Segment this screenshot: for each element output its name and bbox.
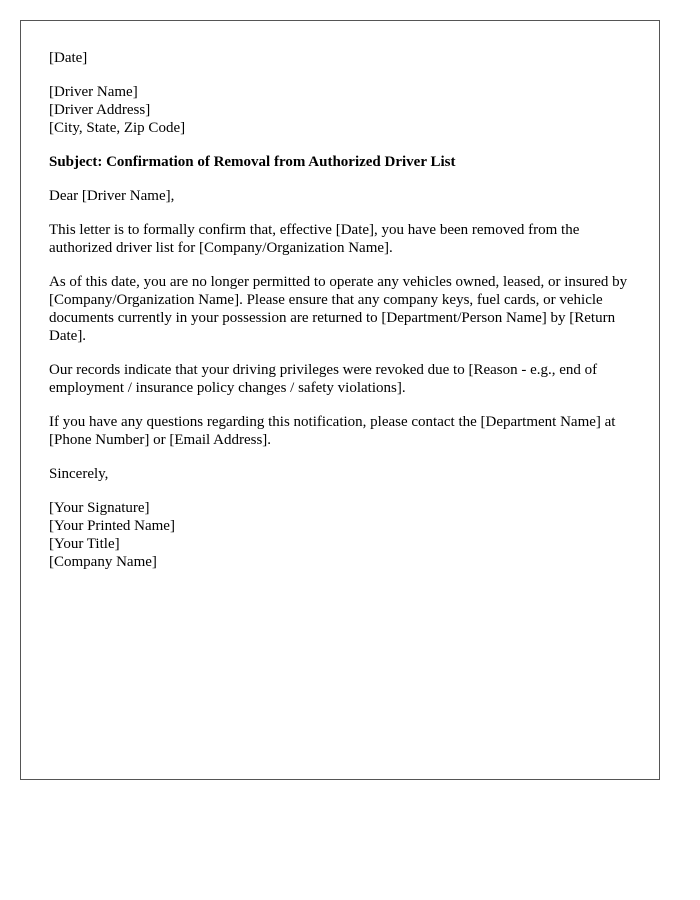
- signature-line: [Your Signature]: [49, 500, 150, 516]
- recipient-address-block: [49, 83, 639, 137]
- printed-name-line: [Your Printed Name]: [49, 518, 175, 534]
- paragraph-contact: If you have any questions regarding this notification, please contact the [Department Name] at [Phone Number] or [Email Address].: [49, 414, 616, 448]
- paragraph-reason: Our records indicate that your driving privileges were revoked due to [Reason - e.g., end of employment / insurance policy changes / safety violations].: [49, 362, 598, 396]
- title-line: [Your Title]: [49, 536, 120, 552]
- closing: Sincerely,: [49, 466, 109, 482]
- company-line: [Company Name]: [49, 554, 157, 570]
- letter-date: [49, 49, 639, 67]
- recipient-city-state-zip: [City, State, Zip Code]: [49, 120, 186, 136]
- letter-page: [20, 20, 660, 780]
- letter-body: [49, 49, 639, 587]
- salutation: Dear [Driver Name],: [49, 188, 175, 204]
- letter-subject: Subject: Confirmation of Removal from Authorized Driver List: [49, 154, 456, 170]
- recipient-address: [Driver Address]: [49, 102, 151, 118]
- paragraph-restrictions: As of this date, you are no longer permitted to operate any vehicles owned, leased, or insured by [Company/Organization Name]. Please ensure that any company keys, fuel cards, or vehicle documents currently in your possession are returned to [Department/Person Name] by [Return Date].: [49, 274, 628, 344]
- paragraph-effective-date: This letter is to formally confirm that, effective [Date], you have been removed from the authorized driver list for [Company/Organization Name].: [49, 222, 580, 256]
- recipient-name: [Driver Name]: [49, 84, 138, 100]
- signature-block: [49, 499, 639, 571]
- date-text: [Date]: [49, 50, 88, 66]
